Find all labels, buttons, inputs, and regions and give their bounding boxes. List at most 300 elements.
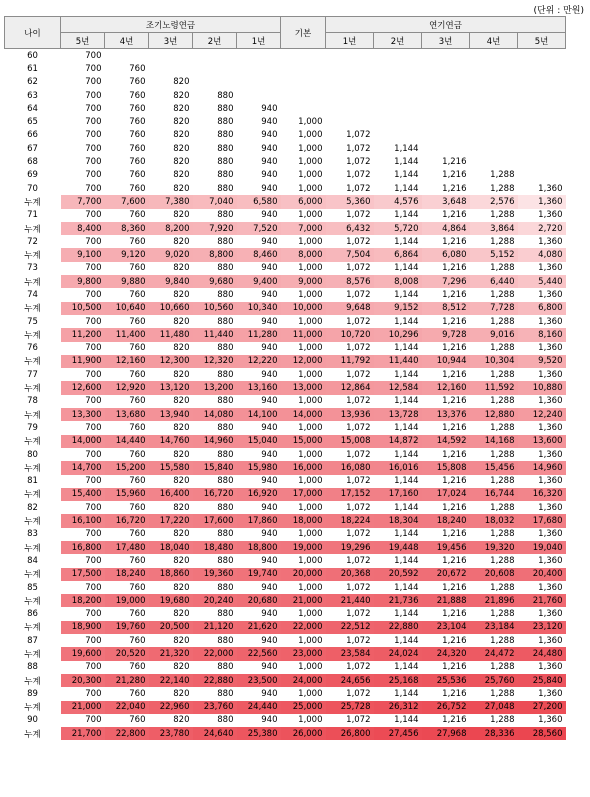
deferred-value-cell	[326, 102, 374, 115]
early-value-cell	[193, 62, 237, 75]
deferred-value-cell: 1,360	[538, 396, 563, 407]
deferred-value-cell	[422, 89, 470, 102]
cumulative-row	[5, 514, 566, 527]
early-value-cell: 24,440	[237, 701, 281, 714]
deferred-value-cell: 1,288	[490, 170, 515, 181]
deferred-value-cell: 21,736	[374, 594, 422, 607]
deferred-value-cell: 1,360	[538, 529, 563, 540]
cumulative-label: 누계	[24, 729, 41, 740]
age-cell: 80	[27, 449, 38, 460]
deferred-value-cell: 1,288	[490, 476, 515, 487]
early-value-cell: 820	[173, 635, 190, 646]
deferred-value-cell: 20,400	[518, 568, 566, 581]
deferred-value-cell: 24,480	[518, 647, 566, 660]
deferred-value-cell: 1,144	[394, 422, 419, 433]
early-value-cell: 760	[129, 609, 146, 620]
deferred-value-cell	[470, 129, 518, 142]
base-value-cell: 8,000	[281, 248, 326, 261]
early-value-cell: 820	[173, 476, 190, 487]
deferred-value-cell: 8,576	[326, 275, 374, 288]
deferred-value-cell: 1,288	[490, 502, 515, 513]
deferred-value-cell	[422, 62, 470, 75]
deferred-value-cell: 1,216	[442, 210, 467, 221]
deferred-value-cell: 18,240	[422, 514, 470, 527]
deferred-value-cell: 9,520	[518, 355, 566, 368]
age-cell: 78	[27, 396, 38, 407]
early-value-cell: 760	[129, 343, 146, 354]
table-row	[5, 169, 566, 182]
cumulative-row	[5, 647, 566, 660]
early-value-cell: 700	[85, 662, 102, 673]
early-value-cell: 21,000	[61, 701, 105, 714]
early-value-cell: 760	[129, 449, 146, 460]
deferred-value-cell: 1,360	[538, 555, 563, 566]
deferred-value-cell: 1,144	[394, 609, 419, 620]
cumulative-row	[5, 461, 566, 474]
deferred-value-cell: 1,360	[538, 635, 563, 646]
early-col-header: 2년	[193, 33, 237, 49]
early-value-cell: 760	[129, 263, 146, 274]
deferred-value-cell: 10,944	[422, 355, 470, 368]
deferred-value-cell: 7,504	[326, 248, 374, 261]
table-row	[5, 448, 566, 461]
early-value-cell: 700	[85, 143, 102, 154]
early-value-cell: 7,040	[193, 195, 237, 208]
deferred-value-cell: 1,360	[538, 369, 563, 380]
cumulative-label: 누계	[24, 570, 41, 581]
pension-table	[4, 16, 566, 740]
early-value-cell: 14,000	[61, 435, 105, 448]
deferred-value-cell: 1,288	[490, 715, 515, 726]
deferred-value-cell: 21,440	[326, 594, 374, 607]
base-value-cell: 9,000	[281, 275, 326, 288]
deferred-value-cell: 1,216	[442, 369, 467, 380]
table-row	[5, 288, 566, 301]
early-value-cell: 16,720	[193, 488, 237, 501]
early-value-cell: 880	[217, 502, 234, 513]
deferred-value-cell: 9,648	[326, 302, 374, 315]
deferred-value-cell: 1,288	[490, 183, 515, 194]
cumulative-label: 누계	[24, 357, 41, 368]
deferred-value-cell: 4,864	[422, 222, 470, 235]
deferred-value-cell: 27,456	[374, 727, 422, 740]
early-value-cell: 760	[129, 635, 146, 646]
deferred-value-cell: 16,016	[374, 461, 422, 474]
age-cell: 76	[27, 343, 38, 354]
early-value-cell: 760	[129, 555, 146, 566]
deferred-value-cell	[326, 115, 374, 128]
early-value-cell: 880	[217, 635, 234, 646]
age-cell: 63	[27, 90, 38, 101]
early-value-cell: 820	[173, 130, 190, 141]
early-value-cell: 880	[217, 609, 234, 620]
age-cell: 69	[27, 170, 38, 181]
early-value-cell: 15,960	[105, 488, 149, 501]
deferred-value-cell: 18,032	[470, 514, 518, 527]
early-value-cell: 700	[85, 688, 102, 699]
cumulative-row	[5, 355, 566, 368]
early-value-cell: 11,200	[61, 328, 105, 341]
early-value-cell: 700	[85, 90, 102, 101]
early-value-cell: 760	[129, 143, 146, 154]
deferred-value-cell: 13,600	[518, 435, 566, 448]
early-value-cell: 940	[261, 529, 278, 540]
age-cell: 84	[27, 555, 38, 566]
early-value-cell: 760	[129, 476, 146, 487]
deferred-value-cell: 24,320	[422, 647, 470, 660]
deferred-value-cell: 1,288	[490, 236, 515, 247]
early-value-cell: 7,920	[193, 222, 237, 235]
early-value-cell: 7,380	[149, 195, 193, 208]
early-value-cell: 940	[261, 263, 278, 274]
deferred-value-cell: 1,360	[538, 688, 563, 699]
early-value-cell: 18,200	[61, 594, 105, 607]
early-value-cell: 700	[85, 236, 102, 247]
early-value-cell: 880	[217, 236, 234, 247]
deferred-value-cell: 25,728	[326, 701, 374, 714]
early-value-cell: 820	[173, 582, 190, 593]
deferred-value-cell: 2,576	[470, 195, 518, 208]
table-row	[5, 209, 566, 222]
deferred-value-cell	[518, 115, 566, 128]
deferred-value-cell: 1,360	[538, 236, 563, 247]
early-value-cell: 760	[129, 502, 146, 513]
early-value-cell: 14,700	[61, 461, 105, 474]
early-value-cell: 700	[85, 63, 102, 74]
early-value-cell: 11,280	[237, 328, 281, 341]
table-row	[5, 368, 566, 381]
early-value-cell: 10,500	[61, 302, 105, 315]
early-value-cell: 23,760	[193, 701, 237, 714]
early-value-cell: 22,040	[105, 701, 149, 714]
deferred-value-cell	[470, 89, 518, 102]
deferred-value-cell: 1,216	[442, 157, 467, 168]
deferred-value-cell: 24,472	[470, 647, 518, 660]
base-value-cell: 1,000	[298, 715, 323, 726]
early-value-cell: 11,400	[105, 328, 149, 341]
deferred-value-cell: 23,120	[518, 621, 566, 634]
deferred-value-cell: 1,144	[394, 236, 419, 247]
early-value-cell: 16,800	[61, 541, 105, 554]
deferred-value-cell: 1,144	[394, 476, 419, 487]
deferred-value-cell: 14,960	[518, 461, 566, 474]
deferred-value-cell: 6,080	[422, 248, 470, 261]
early-value-cell: 17,600	[193, 514, 237, 527]
deferred-value-cell: 2,720	[518, 222, 566, 235]
cumulative-row	[5, 621, 566, 634]
base-value-cell	[281, 89, 326, 102]
early-value-cell: 940	[261, 183, 278, 194]
early-value-cell: 11,480	[149, 328, 193, 341]
early-value-cell: 760	[129, 157, 146, 168]
deferred-value-cell: 1,072	[346, 555, 371, 566]
early-value-cell: 760	[129, 369, 146, 380]
cumulative-row	[5, 275, 566, 288]
early-value-cell: 9,120	[105, 248, 149, 261]
early-value-cell: 700	[85, 715, 102, 726]
early-value-cell: 700	[85, 117, 102, 128]
early-value-cell: 700	[85, 50, 102, 61]
early-value-cell: 10,640	[105, 302, 149, 315]
early-value-cell: 760	[129, 117, 146, 128]
deferred-value-cell: 6,864	[374, 248, 422, 261]
deferred-value-cell: 1,360	[538, 210, 563, 221]
cumulative-row	[5, 541, 566, 554]
table-row	[5, 115, 566, 128]
early-value-cell: 7,700	[61, 195, 105, 208]
deferred-value-cell: 1,072	[346, 316, 371, 327]
deferred-value-cell	[326, 89, 374, 102]
deferred-value-cell: 1,360	[538, 662, 563, 673]
deferred-value-cell: 8,160	[518, 328, 566, 341]
base-value-cell: 1,000	[298, 117, 323, 128]
early-value-cell: 880	[217, 343, 234, 354]
base-value-cell: 1,000	[298, 582, 323, 593]
table-row	[5, 129, 566, 142]
early-value-cell: 8,800	[193, 248, 237, 261]
table-row	[5, 634, 566, 647]
deferred-value-cell: 1,216	[442, 476, 467, 487]
age-cell: 60	[27, 50, 38, 61]
deferred-value-cell: 19,448	[374, 541, 422, 554]
early-value-cell: 940	[261, 316, 278, 327]
cumulative-row	[5, 488, 566, 501]
early-value-cell: 19,740	[237, 568, 281, 581]
deferred-value-cell: 1,216	[442, 582, 467, 593]
age-cell: 66	[27, 130, 38, 141]
early-value-cell: 880	[217, 662, 234, 673]
cumulative-label: 누계	[24, 703, 41, 714]
early-value-cell: 940	[261, 143, 278, 154]
cumulative-row	[5, 381, 566, 394]
base-value-cell: 1,000	[298, 157, 323, 168]
deferred-value-cell: 22,512	[326, 621, 374, 634]
deferred-value-cell: 1,288	[490, 688, 515, 699]
early-value-cell: 760	[129, 529, 146, 540]
deferred-value-cell: 1,216	[442, 688, 467, 699]
deferred-value-cell: 1,216	[442, 183, 467, 194]
early-value-cell: 22,800	[105, 727, 149, 740]
early-pension-header: 조기노령연금	[61, 17, 281, 33]
cumulative-label: 누계	[24, 623, 41, 634]
table-header	[5, 17, 566, 49]
deferred-value-cell: 1,144	[394, 369, 419, 380]
deferred-value-cell: 1,072	[346, 502, 371, 513]
deferred-value-cell: 1,072	[346, 529, 371, 540]
early-value-cell: 10,340	[237, 302, 281, 315]
early-value-cell: 6,580	[237, 195, 281, 208]
early-value-cell: 9,400	[237, 275, 281, 288]
early-value-cell: 14,760	[149, 435, 193, 448]
base-value-cell: 1,000	[298, 343, 323, 354]
early-value-cell: 21,280	[105, 674, 149, 687]
deferred-value-cell: 6,800	[518, 302, 566, 315]
deferred-value-cell: 1,144	[394, 396, 419, 407]
deferred-value-cell: 16,080	[326, 461, 374, 474]
early-value-cell: 760	[129, 422, 146, 433]
early-value-cell: 880	[217, 130, 234, 141]
base-value-cell: 1,000	[298, 502, 323, 513]
early-value-cell: 700	[85, 130, 102, 141]
early-value-cell: 820	[173, 157, 190, 168]
cumulative-label: 누계	[24, 490, 41, 501]
early-value-cell: 7,600	[105, 195, 149, 208]
deferred-value-cell: 20,592	[374, 568, 422, 581]
early-value-cell: 940	[261, 289, 278, 300]
deferred-pension-header: 연기연금	[326, 17, 566, 33]
deferred-value-cell: 1,288	[490, 555, 515, 566]
early-value-cell: 880	[217, 715, 234, 726]
early-value-cell: 820	[173, 449, 190, 460]
early-value-cell: 940	[261, 609, 278, 620]
base-value-cell: 1,000	[298, 476, 323, 487]
early-value-cell: 18,480	[193, 541, 237, 554]
early-value-cell: 22,140	[149, 674, 193, 687]
deferred-value-cell: 1,072	[346, 263, 371, 274]
deferred-value-cell: 1,144	[394, 289, 419, 300]
early-value-cell: 14,100	[237, 408, 281, 421]
deferred-value-cell: 10,880	[518, 381, 566, 394]
deferred-value-cell: 1,144	[394, 582, 419, 593]
early-value-cell: 11,900	[61, 355, 105, 368]
cumulative-label: 누계	[24, 676, 41, 687]
early-value-cell: 12,600	[61, 381, 105, 394]
deferred-value-cell: 1,072	[346, 183, 371, 194]
base-value-cell: 1,000	[298, 170, 323, 181]
deferred-value-cell: 1,288	[490, 396, 515, 407]
deferred-value-cell	[470, 62, 518, 75]
deferred-value-cell: 25,760	[470, 674, 518, 687]
deferred-value-cell: 17,160	[374, 488, 422, 501]
early-value-cell: 14,080	[193, 408, 237, 421]
deferred-value-cell: 1,216	[442, 635, 467, 646]
early-value-cell: 820	[173, 555, 190, 566]
deferred-value-cell: 10,720	[326, 328, 374, 341]
early-value-cell: 760	[129, 103, 146, 114]
deferred-value-cell	[374, 115, 422, 128]
cumulative-row	[5, 248, 566, 261]
deferred-value-cell: 7,296	[422, 275, 470, 288]
table-row	[5, 421, 566, 434]
deferred-value-cell: 1,288	[490, 662, 515, 673]
early-col-header: 4년	[105, 33, 149, 49]
early-value-cell: 880	[217, 157, 234, 168]
early-value-cell: 700	[85, 316, 102, 327]
cumulative-label: 누계	[24, 197, 41, 208]
deferred-value-cell: 15,456	[470, 461, 518, 474]
deferred-value-cell: 27,048	[470, 701, 518, 714]
early-value-cell: 25,380	[237, 727, 281, 740]
early-value-cell: 880	[217, 369, 234, 380]
deferred-value-cell	[422, 102, 470, 115]
deferred-value-cell: 1,288	[490, 422, 515, 433]
table-row	[5, 155, 566, 168]
deferred-value-cell: 1,216	[442, 529, 467, 540]
early-col-header: 1년	[237, 33, 281, 49]
deferred-value-cell: 12,160	[422, 381, 470, 394]
deferred-value-cell	[422, 115, 470, 128]
early-value-cell: 21,120	[193, 621, 237, 634]
cumulative-label: 누계	[24, 304, 41, 315]
table-row	[5, 102, 566, 115]
deferred-value-cell: 19,040	[518, 541, 566, 554]
deferred-value-cell	[374, 89, 422, 102]
early-value-cell	[237, 62, 281, 75]
early-value-cell: 700	[85, 263, 102, 274]
deferred-value-cell: 1,216	[442, 609, 467, 620]
age-cell: 65	[27, 117, 38, 128]
early-value-cell: 940	[261, 130, 278, 141]
deferred-value-cell: 1,144	[394, 449, 419, 460]
deferred-value-cell: 5,720	[374, 222, 422, 235]
deferred-value-cell: 5,152	[470, 248, 518, 261]
early-value-cell: 880	[217, 582, 234, 593]
early-value-cell: 760	[129, 289, 146, 300]
early-value-cell: 760	[129, 210, 146, 221]
deferred-value-cell: 23,584	[326, 647, 374, 660]
cumulative-row	[5, 568, 566, 581]
base-value-cell: 1,000	[298, 609, 323, 620]
early-value-cell: 760	[129, 63, 146, 74]
deferred-value-cell: 25,840	[518, 674, 566, 687]
early-value-cell: 940	[261, 715, 278, 726]
deferred-value-cell: 23,104	[422, 621, 470, 634]
base-value-cell: 1,000	[298, 422, 323, 433]
deferred-value-cell: 1,360	[538, 289, 563, 300]
early-value-cell: 9,020	[149, 248, 193, 261]
deferred-value-cell: 8,512	[422, 302, 470, 315]
early-value-cell: 880	[217, 183, 234, 194]
deferred-value-cell: 1,288	[490, 289, 515, 300]
early-value-cell: 700	[85, 170, 102, 181]
deferred-value-cell: 1,288	[490, 635, 515, 646]
deferred-value-cell: 1,216	[442, 502, 467, 513]
deferred-value-cell: 3,648	[422, 195, 470, 208]
early-value-cell: 700	[85, 103, 102, 114]
early-value-cell: 820	[173, 117, 190, 128]
base-value-cell: 23,000	[281, 647, 326, 660]
cumulative-label: 누계	[24, 330, 41, 341]
early-value-cell: 880	[217, 170, 234, 181]
deferred-value-cell	[374, 102, 422, 115]
deferred-value-cell	[470, 76, 518, 89]
early-value-cell: 820	[173, 236, 190, 247]
early-value-cell: 760	[129, 582, 146, 593]
deferred-value-cell: 12,880	[470, 408, 518, 421]
early-value-cell: 15,200	[105, 461, 149, 474]
deferred-value-cell: 1,072	[346, 715, 371, 726]
early-value-cell: 940	[261, 555, 278, 566]
early-value-cell: 19,000	[105, 594, 149, 607]
early-value-cell: 8,200	[149, 222, 193, 235]
deferred-value-cell: 1,072	[346, 143, 371, 154]
deferred-value-cell: 3,864	[470, 222, 518, 235]
early-value-cell: 21,700	[61, 727, 105, 740]
early-value-cell: 820	[173, 688, 190, 699]
early-value-cell: 12,160	[105, 355, 149, 368]
deferred-value-cell: 1,072	[346, 343, 371, 354]
deferred-value-cell: 16,320	[518, 488, 566, 501]
age-header: 나이	[5, 17, 61, 49]
deferred-value-cell: 1,360	[538, 715, 563, 726]
base-value-cell: 22,000	[281, 621, 326, 634]
early-value-cell: 14,440	[105, 435, 149, 448]
early-value-cell: 760	[129, 130, 146, 141]
deferred-value-cell: 1,216	[442, 715, 467, 726]
deferred-value-cell: 1,288	[490, 449, 515, 460]
early-value-cell: 820	[173, 609, 190, 620]
early-value-cell: 13,680	[105, 408, 149, 421]
